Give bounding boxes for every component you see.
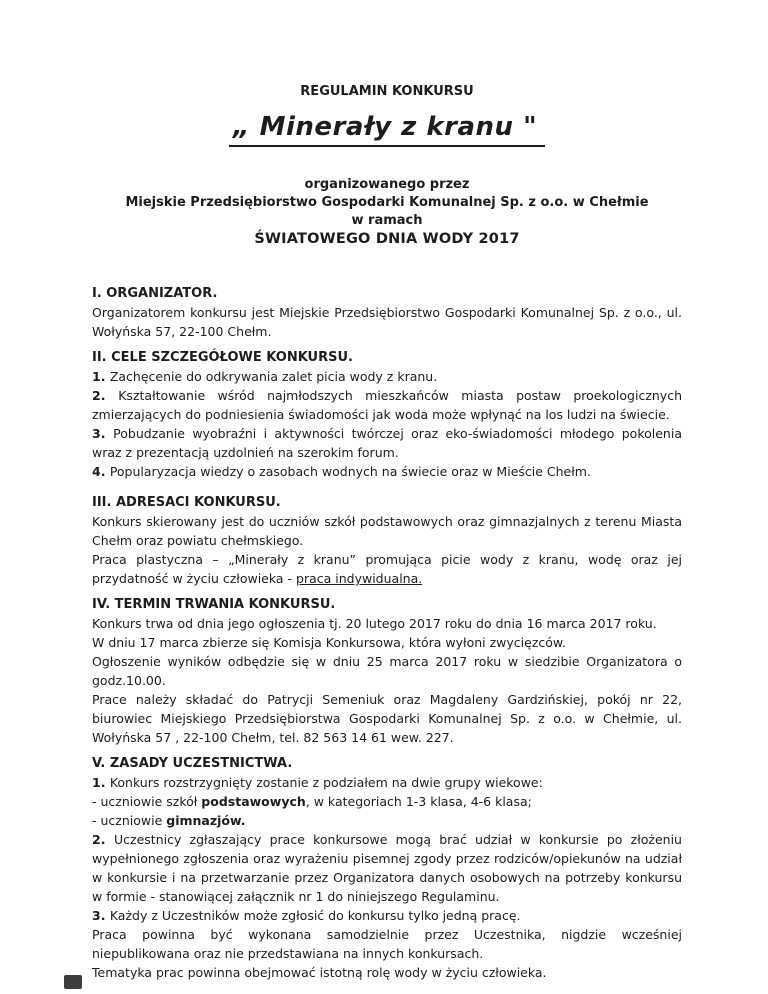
paragraph: 2. Uczestnicy zgłaszający prace konkursowe mogą brać udział w konkursie po złożeniu wypełnionego zgłoszenia oraz wyrażeniu pisemnej zgody przez rodziców/opiekunów na udział w konkursie i na przetwarzanie przez Organizatora danych osobowych na potrzeby konkursu w formie - stanowiącej załącznik nr 1 do niniejszego Regulaminu. — [92, 832, 682, 904]
paragraph: 2. Kształtowanie wśród najmłodszych mieszkańców miasta postaw proekologicznych zmierzających do podniesienia świadomości jak woda może wpłynąć na los ludzi na świecie. — [92, 388, 682, 422]
section-heading: I. ORGANIZATOR. — [92, 286, 218, 301]
paragraph: 1. Zachęcenie do odkrywania zalet picia wody z kranu. — [92, 369, 438, 384]
organizer-line: organizowanego przez — [304, 177, 470, 192]
paragraph: Organizatorem konkursu jest Miejskie Przedsiębiorstwo Gospodarki Komunalnej Sp. z o.o., ul. Wołyńska 57, 22-100 Chełm. — [92, 305, 682, 339]
section-heading: III. ADRESACI KONKURSU. — [92, 495, 281, 510]
document-title: „ Minerały z kranu " — [229, 110, 545, 147]
section-organizator — [92, 284, 682, 341]
paragraph: - uczniowie gimnazjów. — [92, 813, 246, 828]
title-row — [92, 110, 682, 148]
section-adresaci — [92, 493, 682, 588]
paragraph: 4. Popularyzacja wiedzy o zasobach wodnych na świecie oraz w Mieście Chełm. — [92, 464, 591, 479]
section-termin — [92, 595, 682, 747]
paragraph: 1. Konkurs rozstrzygnięty zostanie z podziałem na dwie grupy wiekowe: — [92, 775, 543, 790]
paragraph: Praca powinna być wykonana samodzielnie przez Uczestnika, nigdzie wcześniej niepublikowana oraz nie przedstawiana na innych konkursach. — [92, 927, 682, 961]
organizer-block — [92, 176, 682, 248]
paragraph: 3. Każdy z Uczestników może zgłosić do konkursu tylko jedną pracę. — [92, 908, 521, 923]
paragraph: W dniu 17 marca zbierze się Komisja Konkursowa, która wyłoni zwycięzców. — [92, 635, 566, 650]
section-cele — [92, 348, 682, 481]
paragraph: Konkurs trwa od dnia jego ogłoszenia tj. 20 lutego 2017 roku do dnia 16 marca 2017 roku. — [92, 616, 657, 631]
paragraph: Prace należy składać do Patrycji Semeniuk oraz Magdaleny Gardzińskiej, pokój nr 22, biurowiec Miejskiego Przedsiębiorstwa Gospodarki Komunalnej Sp. z o.o. w Chełmie, ul. Wołyńska 57 , 22-100 Chełm, tel. 82 563 14 61 wew. 227. — [92, 692, 682, 745]
scan-artifact-mark — [64, 975, 82, 989]
organizer-line: w ramach — [351, 213, 423, 228]
document-kicker: REGULAMIN KONKURSU — [300, 84, 474, 99]
paragraph: Konkurs skierowany jest do uczniów szkół podstawowych oraz gimnazjalnych z terenu Miasta Chełm oraz powiatu chełmskiego. — [92, 514, 682, 548]
organizer-line: Miejskie Przedsiębiorstwo Gospodarki Komunalnej Sp. z o.o. w Chełmie — [125, 195, 649, 210]
section-zasady — [92, 754, 682, 982]
paragraph: Tematyka prac powinna obejmować istotną rolę wody w życiu człowieka. — [92, 965, 547, 980]
section-heading: V. ZASADY UCZESTNICTWA. — [92, 756, 293, 771]
organizer-line-event: ŚWIATOWEGO DNIA WODY 2017 — [254, 231, 520, 247]
paragraph: - uczniowie szkół podstawowych, w kategoriach 1-3 klasa, 4-6 klasa; — [92, 794, 532, 809]
paragraph: Praca plastyczna – „Minerały z kranu” promująca picie wody z kranu, wodę oraz jej przydatność w życiu człowieka - praca indywidualna. — [92, 552, 682, 586]
paragraph: Ogłoszenie wyników odbędzie się w dniu 25 marca 2017 roku w siedzibie Organizatora o godz.10.00. — [92, 654, 682, 688]
section-heading: IV. TERMIN TRWANIA KONKURSU. — [92, 597, 336, 612]
paragraph: 3. Pobudzanie wyobraźni i aktywności twórczej oraz eko-świadomości młodego pokolenia wraz z prezentacją uzdolnień na szerokim forum. — [92, 426, 682, 460]
section-heading: II. CELE SZCZEGÓŁOWE KONKURSU. — [92, 350, 353, 365]
